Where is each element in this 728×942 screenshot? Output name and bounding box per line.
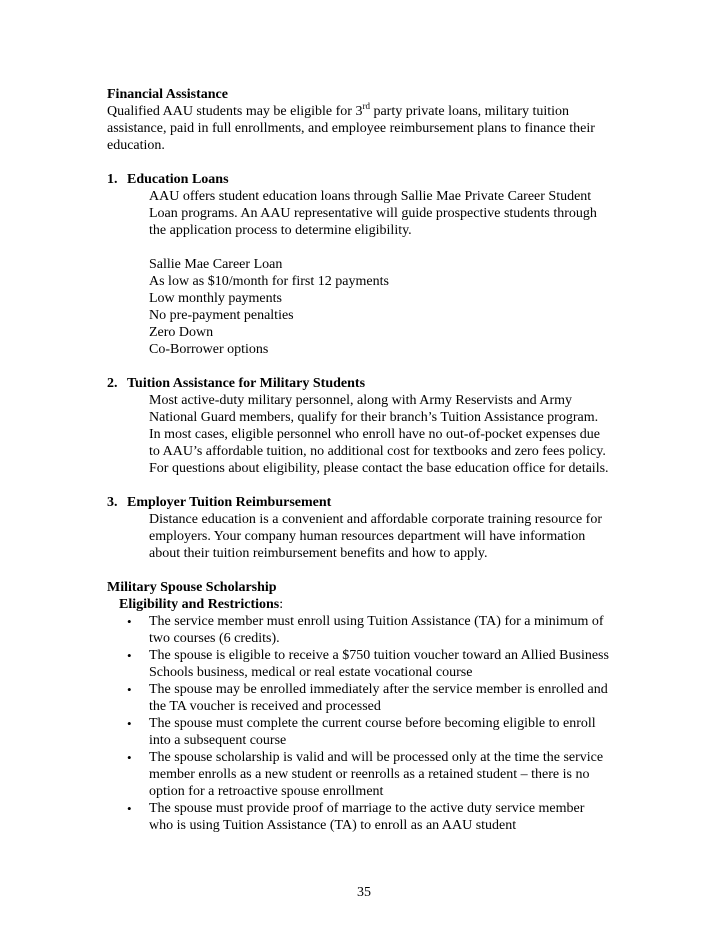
bullet-item	[107, 681, 627, 715]
section	[107, 375, 627, 494]
section	[107, 494, 627, 579]
spouse-heading: Military Spouse Scholarship	[107, 580, 277, 595]
spouse-bullet-list	[107, 613, 627, 834]
bullet-icon: •	[127, 648, 132, 663]
section-title: Education Loans	[127, 172, 229, 187]
bullet-icon: •	[127, 716, 132, 731]
bullet-line: who is using Tuition Assistance (TA) to enroll as an AAU student	[149, 818, 517, 833]
paragraph-line: Distance education is a convenient and affordable corporate training resource for	[149, 512, 602, 527]
bullet-icon: •	[127, 750, 132, 765]
bullet-item	[107, 715, 627, 749]
section-paragraph	[107, 511, 627, 562]
bullet-line: the TA voucher is received and processed	[149, 699, 381, 714]
intro-text: assistance, paid in full enrollments, and employee reimbursement plans to finance their	[107, 121, 595, 136]
paragraph-line: Co-Borrower options	[149, 342, 269, 357]
intro-line	[107, 137, 627, 154]
paragraph-line: AAU offers student education loans through Sallie Mae Private Career Student	[149, 189, 592, 204]
section-heading	[107, 375, 627, 392]
bullet-icon: •	[127, 682, 132, 697]
eligibility-label: Eligibility and Restrictions	[119, 597, 280, 612]
bullet-line: option for a retroactive spouse enrollment	[149, 784, 384, 799]
bullet-line: The spouse may be enrolled immediately after the service member is enrolled and	[149, 682, 608, 697]
bullet-line: The spouse scholarship is valid and will be processed only at the time the service	[149, 750, 604, 765]
bullet-item	[107, 800, 627, 834]
intro-text: party private loans, military tuition	[369, 104, 570, 119]
bullet-line: The spouse is eligible to receive a $750 tuition voucher toward an Allied Business	[149, 648, 609, 663]
section-title: Tuition Assistance for Military Students	[127, 376, 366, 391]
intro-line	[107, 103, 627, 120]
paragraph-line: about their tuition reimbursement benefits and how to apply.	[149, 546, 488, 561]
paragraph-line: National Guard members, qualify for their branch’s Tuition Assistance program.	[149, 410, 599, 425]
paragraph-line: Sallie Mae Career Loan	[149, 257, 283, 272]
paragraph-line: No pre-payment penalties	[149, 308, 294, 323]
eligibility-colon: :	[279, 597, 284, 612]
bullet-item	[107, 647, 627, 681]
intro-text: education.	[107, 138, 165, 153]
paragraph-line: Most active-duty military personnel, along with Army Reservists and Army	[149, 393, 573, 408]
section-number: 2.	[107, 376, 118, 391]
ordinal-superscript: rd	[362, 101, 370, 111]
bullet-line: The spouse must complete the current course before becoming eligible to enroll	[149, 716, 596, 731]
paragraph-line: Zero Down	[149, 325, 214, 340]
section-title: Employer Tuition Reimbursement	[127, 495, 332, 510]
section-paragraph	[107, 256, 627, 358]
bullet-icon: •	[127, 801, 132, 816]
paragraph-line: employers. Your company human resources department will have information	[149, 529, 586, 544]
paragraph-line: For questions about eligibility, please contact the base education office for details.	[149, 461, 609, 476]
financial-heading: Financial Assistance	[107, 87, 228, 102]
intro-line	[107, 120, 627, 137]
bullet-line: two courses (6 credits).	[149, 631, 280, 646]
bullet-line: member enrolls as a new student or reenrolls as a retained student – there is no	[149, 767, 590, 782]
section-number: 3.	[107, 495, 118, 510]
bullet-line: The service member must enroll using Tuition Assistance (TA) for a minimum of	[149, 614, 604, 629]
paragraph-line: Low monthly payments	[149, 291, 282, 306]
section-number: 1.	[107, 172, 118, 187]
section-paragraph	[107, 392, 627, 477]
paragraph-line: In most cases, eligible personnel who enroll have no out-of-pocket expenses due	[149, 427, 600, 442]
bullet-line: The spouse must provide proof of marriage to the active duty service member	[149, 801, 585, 816]
section	[107, 171, 627, 375]
paragraph-line: Loan programs. An AAU representative will guide prospective students through	[149, 206, 597, 221]
intro-text: Qualified AAU students may be eligible for 3	[107, 104, 363, 119]
paragraph-line: to AAU’s affordable tuition, no additional cost for textbooks and zero fees policy.	[149, 444, 606, 459]
section-heading	[107, 494, 627, 511]
paragraph-line: As low as $10/month for first 12 payments	[149, 274, 389, 289]
bullet-icon: •	[127, 614, 132, 629]
bullet-item	[107, 613, 627, 647]
numbered-sections	[107, 171, 627, 579]
section-paragraph	[107, 188, 627, 239]
bullet-item	[107, 749, 627, 800]
bullet-line: Schools business, medical or real estate vocational course	[149, 665, 473, 680]
spouse-subheading	[107, 596, 627, 613]
bullet-line: into a subsequent course	[149, 733, 287, 748]
paragraph-line: the application process to determine eligibility.	[149, 223, 412, 238]
financial-intro	[107, 103, 627, 154]
section-heading	[107, 171, 627, 188]
document-page	[107, 86, 627, 834]
page-number: 35	[357, 885, 371, 900]
